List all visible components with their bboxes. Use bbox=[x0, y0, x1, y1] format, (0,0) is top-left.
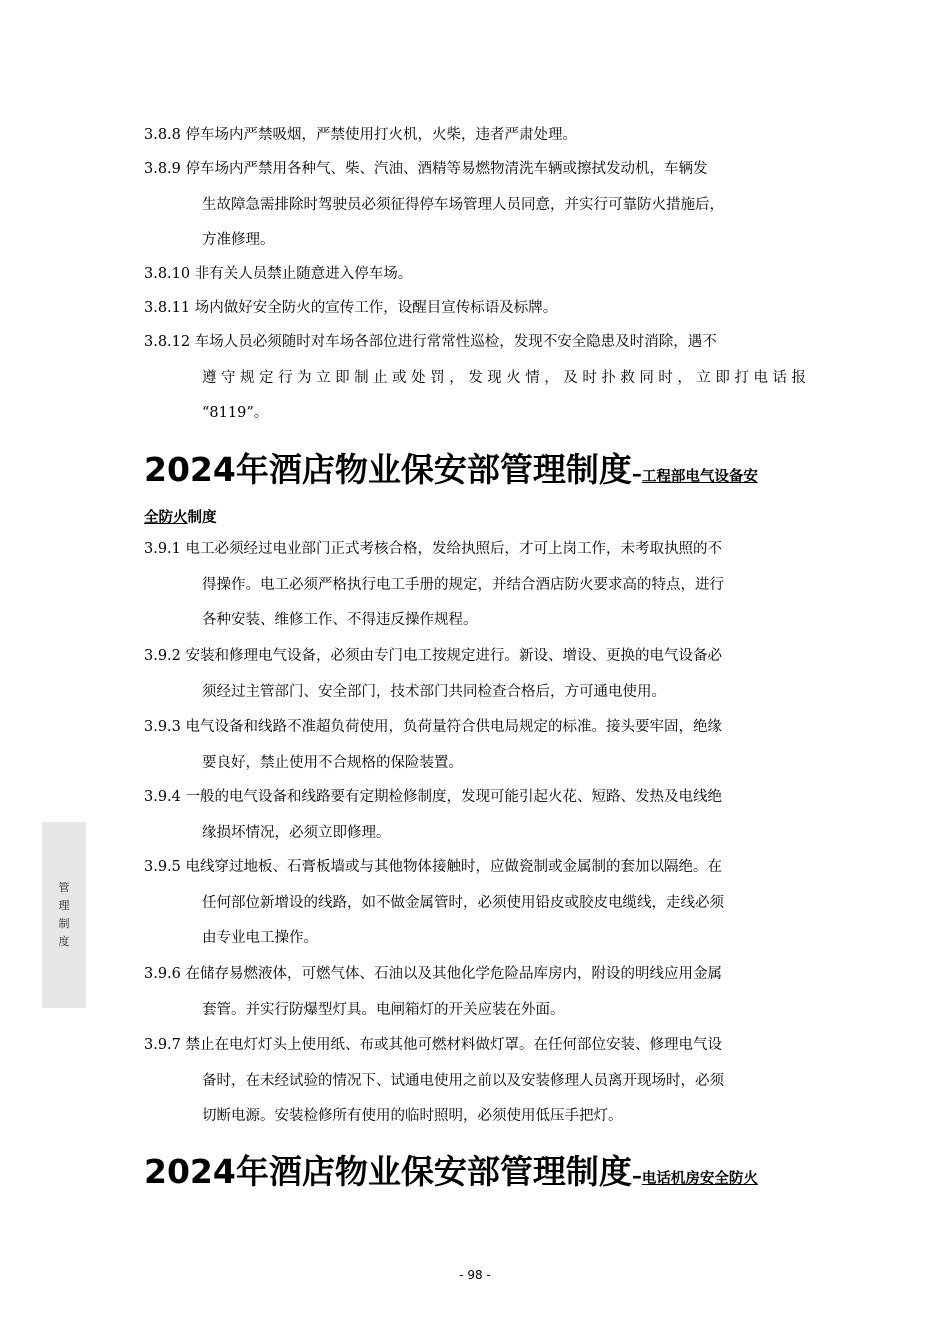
side-tab-char: 管 bbox=[58, 881, 70, 894]
text-line: 要良好，禁止使用不合规格的保险装置。 bbox=[202, 754, 463, 771]
text-line: 3.8.11 场内做好安全防火的宣传工作，设醒目宣传标语及标牌。 bbox=[144, 300, 558, 316]
text-line: 3.9.2 安装和修理电气设备，必须由专门电工按规定进行。新设、增设、更换的电气设备必 bbox=[144, 648, 722, 664]
text-line: 3.9.6 在储存易燃液体，可燃气体、石油以及其他化学危险品库房内，附设的明线应用金属 bbox=[144, 966, 722, 982]
side-tab-char: 理 bbox=[58, 899, 70, 912]
item-3-9-2 bbox=[144, 639, 806, 710]
section-3-8-11 bbox=[144, 291, 806, 327]
text-line: 备时，在未经试验的情况下、试通电使用之前以及安装修理人员离开现场时，必须 bbox=[202, 1072, 724, 1089]
text-line: 遵守规定行为立即制止或处罚，发现火情，及时扑救同时，立即打电话报 bbox=[202, 369, 806, 386]
item-3-9-3 bbox=[144, 710, 806, 781]
text-line: 须经过主管部门、安全部门，技术部门共同检查合格后，方可通电使用。 bbox=[202, 683, 666, 700]
section-heading-phone-room bbox=[144, 1146, 806, 1193]
item-3-9-5 bbox=[144, 850, 806, 957]
section-heading-electrical bbox=[144, 444, 806, 491]
text-line: 方准修理。 bbox=[202, 232, 275, 248]
item-3-9-4 bbox=[144, 780, 806, 851]
text-line: 得操作。电工必须严格执行电工手册的规定，并结合酒店防火要求高的特点，进行 bbox=[202, 576, 724, 593]
section-3-8-12 bbox=[144, 325, 806, 432]
text-line: 各种安装、维修工作、不得违反操作规程。 bbox=[202, 612, 478, 628]
text-line: 3.9.7 禁止在电灯灯头上使用纸、布或其他可燃材料做灯罩。在任何部位安装、修理电气设 bbox=[144, 1037, 722, 1053]
text-line: 由专业电工操作。 bbox=[202, 930, 318, 946]
text-line: 3.9.4 一般的电气设备和线路要有定期检修制度，发现可能引起火花、短路、发热及电线绝 bbox=[144, 789, 722, 805]
side-tab bbox=[42, 822, 86, 1008]
heading-main: 2024年酒店物业保安部管理制度 bbox=[144, 450, 632, 489]
text-line: “8119”。 bbox=[202, 405, 269, 421]
text-line: 任何部位新增设的线路，如不做金属管时，必须使用铅皮或胶皮电缆线，走线必须 bbox=[202, 894, 724, 911]
text-line: 3.8.8 停车场内严禁吸烟，严禁使用打火机，火柴，违者严肃处理。 bbox=[144, 127, 578, 143]
text-line: 3.9.5 电线穿过地板、石膏板墙或与其他物体接触时，应做瓷制或金属制的套加以隔绝。在 bbox=[144, 859, 722, 875]
side-tab-char: 制 bbox=[58, 917, 70, 930]
heading-sub-plain: 制度 bbox=[187, 510, 217, 526]
page-number: - 98 - bbox=[459, 1268, 491, 1282]
section-3-8-10 bbox=[144, 257, 806, 293]
section-3-8-9 bbox=[144, 152, 806, 259]
text-line: 3.8.10 非有关人员禁止随意进入停车场。 bbox=[144, 266, 413, 282]
heading-main: 2024年酒店物业保安部管理制度 bbox=[144, 1152, 632, 1191]
text-line: 3.8.9 停车场内严禁用各种气、柴、汽油、酒精等易燃物清洗车辆或擦拭发动机，车辆发 bbox=[144, 161, 708, 177]
text-line: 套管。并实行防爆型灯具。电闸箱灯的开关应装在外面。 bbox=[202, 1001, 565, 1018]
heading-dash: – bbox=[631, 462, 642, 486]
heading-dash: – bbox=[631, 1164, 642, 1188]
text-line: 3.9.1 电工必须经过电业部门正式考核合格，发给执照后，才可上岗工作，未考取执照的不 bbox=[144, 541, 722, 557]
heading-sub: 电话机房安全防火 bbox=[641, 1171, 758, 1187]
text-line: 生故障急需排除时驾驶员必须征得停车场管理人员同意，并实行可靠防火措施后， bbox=[202, 196, 724, 213]
section-3-8-8 bbox=[144, 118, 806, 154]
item-3-9-6 bbox=[144, 957, 806, 1028]
heading-sub-underlined: 全防火 bbox=[144, 510, 188, 526]
text-line: 切断电源。安装检修所有使用的临时照明，必须使用低压手把灯。 bbox=[202, 1108, 623, 1124]
text-line: 3.9.3 电气设备和线路不准超负荷使用，负荷量符合供电局规定的标准。接头要牢固，绝缘 bbox=[144, 719, 722, 735]
item-3-9-1 bbox=[144, 532, 806, 639]
text-line: 缘损坏情况，必须立即修理。 bbox=[202, 824, 391, 841]
section-heading-electrical-cont bbox=[144, 506, 217, 527]
text-line: 3.8.12 车场人员必须随时对车场各部位进行常常性巡检，发现不安全隐患及时消除，遇不 bbox=[144, 334, 717, 350]
heading-sub: 工程部电气设备安 bbox=[641, 469, 758, 485]
side-tab-char: 度 bbox=[58, 935, 70, 948]
item-3-9-7 bbox=[144, 1028, 806, 1135]
